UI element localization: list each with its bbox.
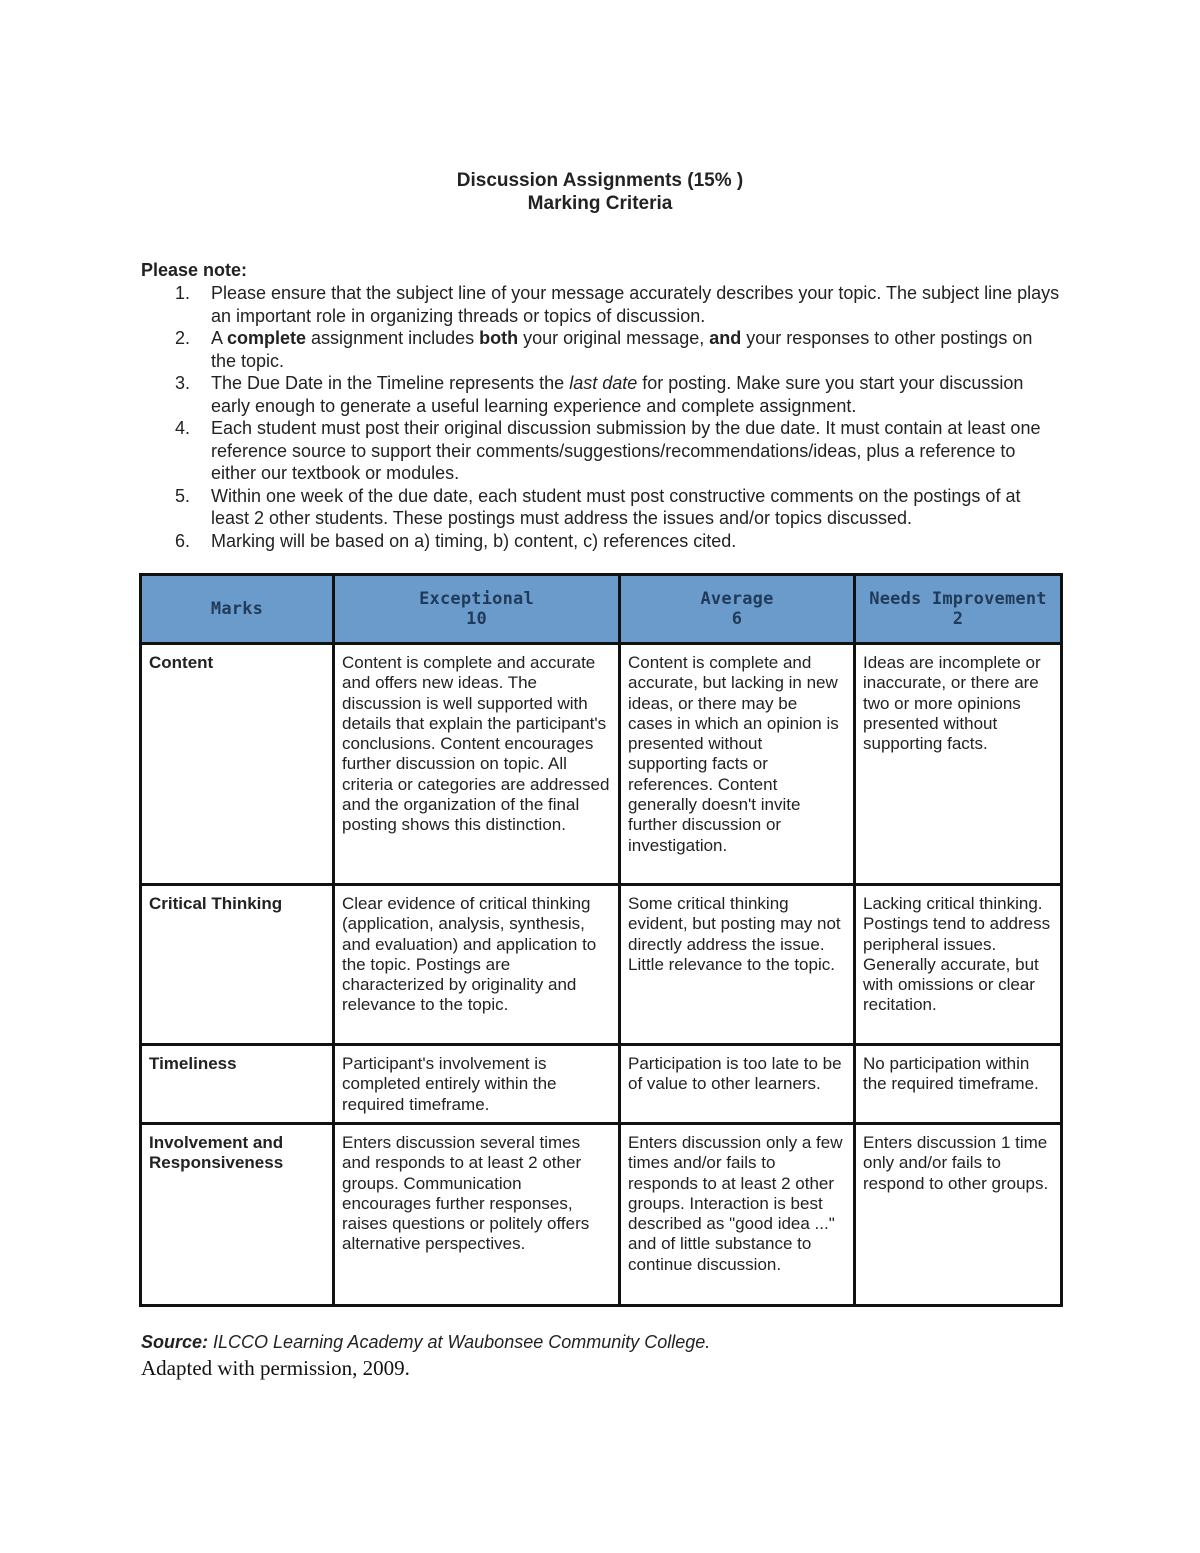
header-exceptional-label: Exceptional [419, 589, 534, 609]
exceptional-cell: Clear evidence of critical thinking (application, analysis, synthesis, and evaluation) and application to the topic. Postings are characterized by originality and relevance to the topic. [334, 885, 620, 1045]
note-text: both [479, 328, 519, 348]
note-number: 1. [175, 283, 191, 303]
needs-cell: Enters discussion 1 time only and/or fails to respond to other groups. [855, 1124, 1062, 1306]
criterion-cell: Timeliness [141, 1045, 334, 1124]
note-number: 3. [175, 373, 191, 393]
note-text: A [211, 328, 228, 348]
note-item [141, 327, 1061, 372]
header-marks [141, 575, 334, 644]
header-average-score: 6 [731, 609, 743, 629]
exceptional-cell: Content is complete and accurate and offers new ideas. The discussion is well supported with details that explain the participant's conclusions. Content encourages further discussion on topic. All criteria or categories are addressed and the organization of the final posting shows this distinction. [334, 644, 620, 885]
rubric-header-row [141, 575, 1062, 644]
header-exceptional-score: 10 [466, 609, 487, 629]
average-cell: Enters discussion only a few times and/or fails to responds to at least 2 other groups. Interaction is best described as "good idea ..." and of little substance to continue discussion. [620, 1124, 855, 1306]
criterion-cell: Content [141, 644, 334, 885]
rubric-row-critical-thinking [141, 885, 1062, 1045]
document-title: Discussion Assignments (15% ) [456, 170, 744, 191]
note-text: and [709, 328, 742, 348]
header-needs-score: 2 [952, 609, 964, 629]
source-text: ILCCO Learning Academy at Waubonsee Community College. [208, 1332, 711, 1352]
header-marks-label: Marks [210, 599, 264, 619]
rubric-row-content [141, 644, 1062, 885]
exceptional-cell: Participant's involvement is completed entirely within the required timeframe. [334, 1045, 620, 1124]
note-text: your responses to other postings on the topic. [211, 328, 1033, 371]
note-text: complete [227, 328, 307, 348]
needs-cell: Lacking critical thinking. Postings tend to address peripheral issues. Generally accurate, but with omissions or clear recitation. [855, 885, 1062, 1045]
note-text: Within one week of the due date, each student must post constructive comments on the postings of at least 2 other students. These postings must address the issues and/or topics discussed. [211, 485, 1021, 528]
note-number: 5. [175, 485, 191, 506]
exceptional-cell: Enters discussion several times and responds to at least 2 other groups. Communication encourages further responses, raises questions or politely offers alternative perspectives. [334, 1124, 620, 1306]
note-text: assignment includes [306, 328, 480, 348]
note-text: Please ensure that the subject line of your message accurately describes your topic. The subject line plays an important role in organizing threads or topics of discussion. [211, 283, 1060, 326]
note-number: 4. [175, 418, 191, 438]
needs-cell: No participation within the required timeframe. [855, 1045, 1062, 1124]
header-needs-label: Needs Improvement [869, 589, 1047, 609]
average-cell: Participation is too late to be of value to other learners. [620, 1045, 855, 1124]
average-cell: Content is complete and accurate, but lacking in new ideas, or there may be cases in which an opinion is presented without supporting facts or references. Content generally doesn't invite further discussion or investigation. [620, 644, 855, 885]
notes-list [141, 282, 1061, 552]
note-item [141, 530, 1061, 553]
adapted-note: Adapted with permission, 2009. [141, 1356, 410, 1380]
header-exceptional [334, 575, 620, 644]
note-number: 6. [175, 530, 191, 551]
rubric-table [139, 573, 1063, 1307]
note-text: Each student must post their original discussion submission by the due date. It must contain at least one reference source to support their comments/suggestions/recommendations/ideas, plus a reference to either our textbook or modules. [211, 418, 1041, 483]
needs-cell: Ideas are incomplete or inaccurate, or there are two or more opinions presented without supporting facts. [855, 644, 1062, 885]
notes-heading: Please note: [141, 260, 248, 280]
note-text: for posting. Make sure you start your discussion early enough to generate a useful learning experience and complete assignment. [211, 373, 1024, 416]
note-text: The Due Date in the Timeline represents the [211, 373, 570, 393]
note-text: Marking will be based on a) timing, b) content, c) references cited. [211, 530, 737, 551]
rubric-row-involvement [141, 1124, 1062, 1306]
source-citation [141, 1332, 710, 1353]
note-item [141, 485, 1061, 530]
source-label: Source: [141, 1332, 209, 1352]
header-needs-improvement [855, 575, 1062, 644]
rubric-row-timeliness [141, 1045, 1062, 1124]
average-cell: Some critical thinking evident, but posting may not directly address the issue. Little relevance to the topic. [620, 885, 855, 1045]
note-text: last date [569, 373, 638, 393]
note-number: 2. [175, 328, 191, 348]
document-subtitle: Marking Criteria [527, 193, 673, 214]
criterion-cell: Critical Thinking [141, 885, 334, 1045]
header-average-label: Average [700, 589, 774, 609]
note-item [141, 282, 1061, 327]
header-average [620, 575, 855, 644]
note-text: your original message, [518, 328, 710, 348]
criterion-cell: Involvement and Responsiveness [141, 1124, 334, 1306]
note-item [141, 417, 1061, 485]
note-item [141, 372, 1061, 417]
